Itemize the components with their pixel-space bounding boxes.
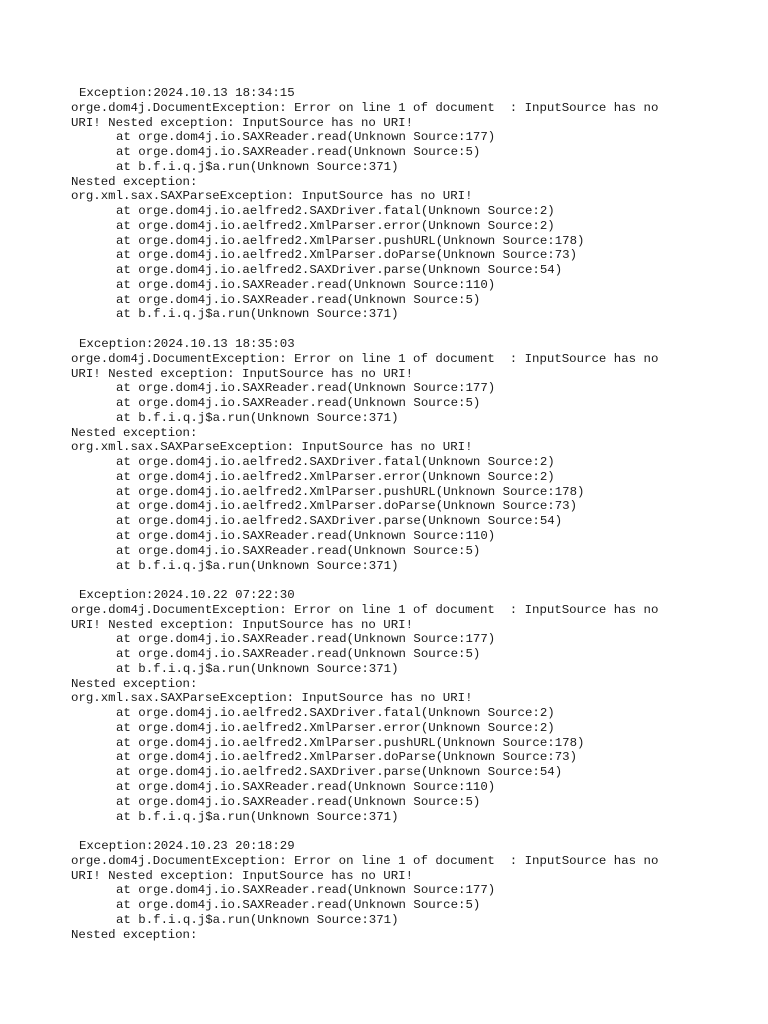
stack-frame: at orge.dom4j.io.SAXReader.read(Unknown Source:177) — [116, 130, 496, 145]
error-message-line: orge.dom4j.DocumentException: Error on line 1 of document : InputSource has no — [71, 351, 659, 366]
stack-frame: at orge.dom4j.io.aelfred2.SAXDriver.fatal(Unknown Source:2) — [116, 455, 555, 470]
stack-frame: at orge.dom4j.io.aelfred2.XmlParser.doParse(Unknown Source:73) — [116, 750, 578, 765]
stack-frame: at orge.dom4j.io.aelfred2.XmlParser.doParse(Unknown Source:73) — [116, 499, 578, 514]
stack-frame: at orge.dom4j.io.SAXReader.read(Unknown Source:177) — [116, 381, 496, 396]
stack-frame: at orge.dom4j.io.SAXReader.read(Unknown Source:5) — [116, 898, 481, 913]
stack-frame: at orge.dom4j.io.SAXReader.read(Unknown Source:5) — [116, 145, 481, 160]
log-entry — [71, 86, 751, 322]
stack-frame: at orge.dom4j.io.SAXReader.read(Unknown Source:110) — [116, 528, 496, 543]
stack-frame: at orge.dom4j.io.SAXReader.read(Unknown Source:5) — [116, 396, 481, 411]
stack-frame: at orge.dom4j.io.aelfred2.SAXDriver.fatal(Unknown Source:2) — [116, 204, 555, 219]
stack-frame: at orge.dom4j.io.aelfred2.SAXDriver.fatal(Unknown Source:2) — [116, 706, 555, 721]
entry-spacer — [71, 824, 751, 839]
error-message-line: URI! Nested exception: InputSource has no URI! — [71, 617, 414, 632]
stack-frame: at orge.dom4j.io.SAXReader.read(Unknown Source:110) — [116, 779, 496, 794]
stack-frame: at orge.dom4j.io.SAXReader.read(Unknown Source:110) — [116, 277, 496, 292]
entry-timestamp: Exception:2024.10.13 18:34:15 — [79, 86, 295, 100]
entry-spacer — [71, 322, 751, 337]
stack-frame: at b.f.i.q.j$a.run(Unknown Source:371) — [116, 307, 399, 322]
nested-exception-label: Nested exception: — [71, 927, 198, 942]
stack-frame: at orge.dom4j.io.aelfred2.XmlParser.error(Unknown Source:2) — [116, 469, 555, 484]
log-entry — [71, 839, 751, 942]
error-message-line: URI! Nested exception: InputSource has no URI! — [71, 868, 414, 883]
stack-frame: at b.f.i.q.j$a.run(Unknown Source:371) — [116, 809, 399, 824]
nested-exception-label: Nested exception: — [71, 425, 198, 440]
stack-frame: at orge.dom4j.io.SAXReader.read(Unknown Source:5) — [116, 543, 481, 558]
stack-frame: at orge.dom4j.io.aelfred2.XmlParser.doParse(Unknown Source:73) — [116, 248, 578, 263]
stack-frame: at orge.dom4j.io.aelfred2.XmlParser.error(Unknown Source:2) — [116, 720, 555, 735]
stack-frame: at b.f.i.q.j$a.run(Unknown Source:371) — [116, 558, 399, 573]
stack-frame: at orge.dom4j.io.SAXReader.read(Unknown Source:5) — [116, 292, 481, 307]
stack-frame: at orge.dom4j.io.SAXReader.read(Unknown Source:177) — [116, 632, 496, 647]
stack-frame: at orge.dom4j.io.SAXReader.read(Unknown Source:5) — [116, 647, 481, 662]
stack-frame: at orge.dom4j.io.aelfred2.XmlParser.pushURL(Unknown Source:178) — [116, 484, 585, 499]
stack-frame: at b.f.i.q.j$a.run(Unknown Source:371) — [116, 661, 399, 676]
stack-frame: at b.f.i.q.j$a.run(Unknown Source:371) — [116, 159, 399, 174]
error-message-line: URI! Nested exception: InputSource has no URI! — [71, 366, 414, 381]
error-message-line: orge.dom4j.DocumentException: Error on line 1 of document : InputSource has no — [71, 602, 659, 617]
error-message-line: orge.dom4j.DocumentException: Error on line 1 of document : InputSource has no — [71, 100, 659, 115]
error-message-line: orge.dom4j.DocumentException: Error on line 1 of document : InputSource has no — [71, 853, 659, 868]
stack-frame: at orge.dom4j.io.aelfred2.XmlParser.pushURL(Unknown Source:178) — [116, 735, 585, 750]
nested-exception-label: Nested exception: — [71, 676, 198, 691]
log-entry — [71, 588, 751, 824]
stack-frame: at orge.dom4j.io.aelfred2.SAXDriver.parse(Unknown Source:54) — [116, 514, 563, 529]
nested-error-message: org.xml.sax.SAXParseException: InputSource has no URI! — [71, 691, 473, 706]
stack-frame: at orge.dom4j.io.aelfred2.XmlParser.pushURL(Unknown Source:178) — [116, 233, 585, 248]
stack-frame: at orge.dom4j.io.aelfred2.SAXDriver.parse(Unknown Source:54) — [116, 263, 563, 278]
stack-frame: at b.f.i.q.j$a.run(Unknown Source:371) — [116, 410, 399, 425]
nested-error-message: org.xml.sax.SAXParseException: InputSource has no URI! — [71, 189, 473, 204]
log-entry — [71, 337, 751, 573]
stack-frame: at b.f.i.q.j$a.run(Unknown Source:371) — [116, 912, 399, 927]
exception-log — [71, 86, 751, 942]
entry-timestamp: Exception:2024.10.22 07:22:30 — [79, 588, 295, 603]
stack-frame: at orge.dom4j.io.SAXReader.read(Unknown Source:177) — [116, 883, 496, 898]
entry-timestamp: Exception:2024.10.23 20:18:29 — [79, 839, 295, 854]
entry-timestamp: Exception:2024.10.13 18:35:03 — [79, 337, 295, 352]
nested-exception-label: Nested exception: — [71, 174, 198, 189]
nested-error-message: org.xml.sax.SAXParseException: InputSource has no URI! — [71, 440, 473, 455]
error-message-line: URI! Nested exception: InputSource has no URI! — [71, 115, 414, 130]
stack-frame: at orge.dom4j.io.SAXReader.read(Unknown Source:5) — [116, 794, 481, 809]
stack-frame: at orge.dom4j.io.aelfred2.XmlParser.error(Unknown Source:2) — [116, 218, 555, 233]
entry-spacer — [71, 573, 751, 588]
stack-frame: at orge.dom4j.io.aelfred2.SAXDriver.parse(Unknown Source:54) — [116, 765, 563, 780]
